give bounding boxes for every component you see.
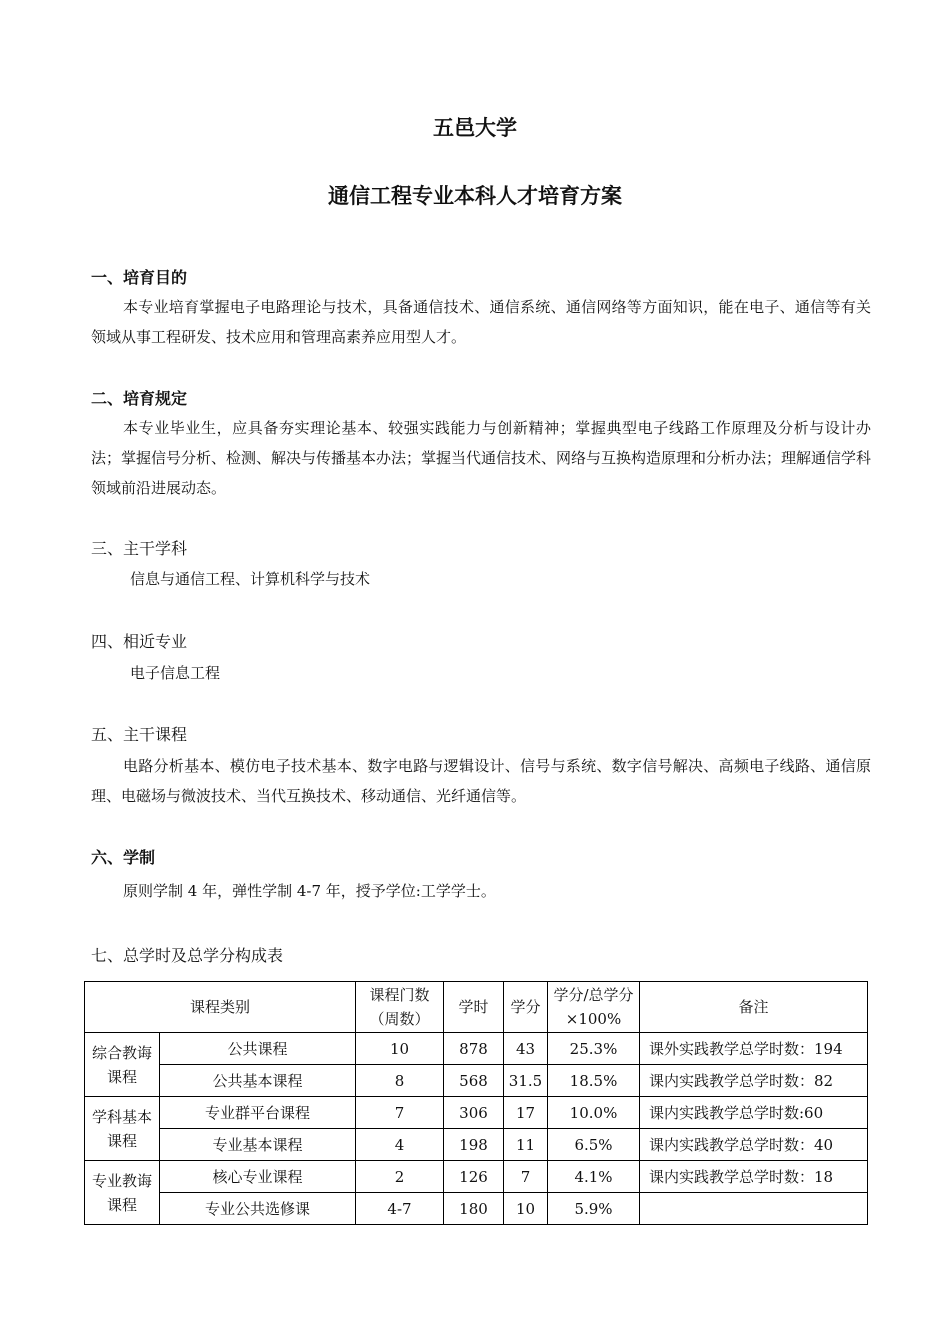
- section-heading-main-courses: 五、主干课程: [91, 725, 188, 744]
- header-hours: 学时: [444, 982, 504, 1033]
- section-text-main-discipline: 信息与通信工程、计算机科学与技术: [130, 570, 371, 588]
- header-category: 课程类别: [85, 982, 356, 1033]
- group-cell: 学科基本课程: [85, 1097, 160, 1161]
- credits-cell: 11: [504, 1129, 548, 1161]
- header-note: 备注: [640, 982, 868, 1033]
- table-row: [85, 1065, 868, 1097]
- section-heading-duration: 六、学制: [91, 848, 156, 867]
- hours-cell: 306: [444, 1097, 504, 1129]
- hours-cell: 878: [444, 1033, 504, 1065]
- table-row: [85, 1097, 868, 1129]
- hours-cell: 126: [444, 1161, 504, 1193]
- ratio-cell: 25.3%: [548, 1033, 640, 1065]
- credits-cell: 10: [504, 1193, 548, 1225]
- count-cell: 8: [356, 1065, 444, 1097]
- credits-cell: 31.5: [504, 1065, 548, 1097]
- section-heading-requirements: 二、培育规定: [91, 389, 188, 408]
- table-caption: 七、总学时及总学分构成表: [91, 946, 284, 965]
- program-title: 通信工程专业本科人才培育方案: [328, 184, 622, 208]
- section-heading-related-majors: 四、相近专业: [91, 632, 188, 651]
- ratio-cell: 10.0%: [548, 1097, 640, 1129]
- ratio-cell: 5.9%: [548, 1193, 640, 1225]
- note-cell: 课内实践教学总学时数：40: [640, 1129, 868, 1161]
- header-credits: 学分: [504, 982, 548, 1033]
- count-cell: 4: [356, 1129, 444, 1161]
- hours-cell: 568: [444, 1065, 504, 1097]
- note-cell: 课内实践教学总学时数：18: [640, 1161, 868, 1193]
- section-text-related-majors: 电子信息工程: [130, 664, 221, 682]
- credit-table: [84, 981, 868, 1225]
- section-text-duration: 原则学制 4 年，弹性学制 4-7 年，授予学位:工学学士。: [123, 882, 496, 900]
- note-cell: 课内实践教学总学时数：82: [640, 1065, 868, 1097]
- table-row: [85, 1193, 868, 1225]
- note-cell: 课外实践教学总学时数：194: [640, 1033, 868, 1065]
- hours-cell: 180: [444, 1193, 504, 1225]
- section-heading-main-discipline: 三、主干学科: [91, 539, 188, 558]
- course-cell: 专业公共选修课: [160, 1193, 356, 1225]
- header-ratio: 学分/总学分×100%: [548, 982, 640, 1033]
- count-cell: 4-7: [356, 1193, 444, 1225]
- course-cell: 专业群平台课程: [160, 1097, 356, 1129]
- hours-cell: 198: [444, 1129, 504, 1161]
- ratio-cell: 18.5%: [548, 1065, 640, 1097]
- course-cell: 专业基本课程: [160, 1129, 356, 1161]
- table-row: [85, 1161, 868, 1193]
- group-cell: 专业教诲课程: [85, 1161, 160, 1225]
- table-row: [85, 1033, 868, 1065]
- table-header-row: [85, 982, 868, 1033]
- table-row: [85, 1129, 868, 1161]
- count-cell: 10: [356, 1033, 444, 1065]
- credits-cell: 7: [504, 1161, 548, 1193]
- credits-cell: 43: [504, 1033, 548, 1065]
- group-cell: 综合教诲课程: [85, 1033, 160, 1097]
- section-text-requirements: 本专业毕业生，应具备夯实理论基本、较强实践能力与创新精神；掌握典型电子线路工作原理及分析与设计办法；掌握信号分析、检测、解决与传播基本办法；掌握当代通信技术、网络与互换构造原理和分析办法；理解通信学科领域前沿进展动态。: [91, 419, 872, 497]
- note-cell: [640, 1193, 868, 1225]
- section-text-main-courses: 电路分析基本、模仿电子技术基本、数字电路与逻辑设计、信号与系统、数字信号解决、高频电子线路、通信原理、电磁场与微波技术、当代互换技术、移动通信、光纤通信等。: [91, 757, 871, 805]
- note-cell: 课内实践教学总学时数:60: [640, 1097, 868, 1129]
- university-title: 五邑大学: [433, 116, 517, 140]
- credits-cell: 17: [504, 1097, 548, 1129]
- course-cell: 公共基本课程: [160, 1065, 356, 1097]
- ratio-cell: 4.1%: [548, 1161, 640, 1193]
- count-cell: 7: [356, 1097, 444, 1129]
- section-heading-objective: 一、培育目的: [91, 268, 188, 287]
- header-count: 课程门数（周数）: [356, 982, 444, 1033]
- course-cell: 核心专业课程: [160, 1161, 356, 1193]
- count-cell: 2: [356, 1161, 444, 1193]
- ratio-cell: 6.5%: [548, 1129, 640, 1161]
- course-cell: 公共课程: [160, 1033, 356, 1065]
- section-text-objective: 本专业培育掌握电子电路理论与技术，具备通信技术、通信系统、通信网络等方面知识，能在电子、通信等有关领域从事工程研发、技术应用和管理高素养应用型人才。: [91, 298, 871, 346]
